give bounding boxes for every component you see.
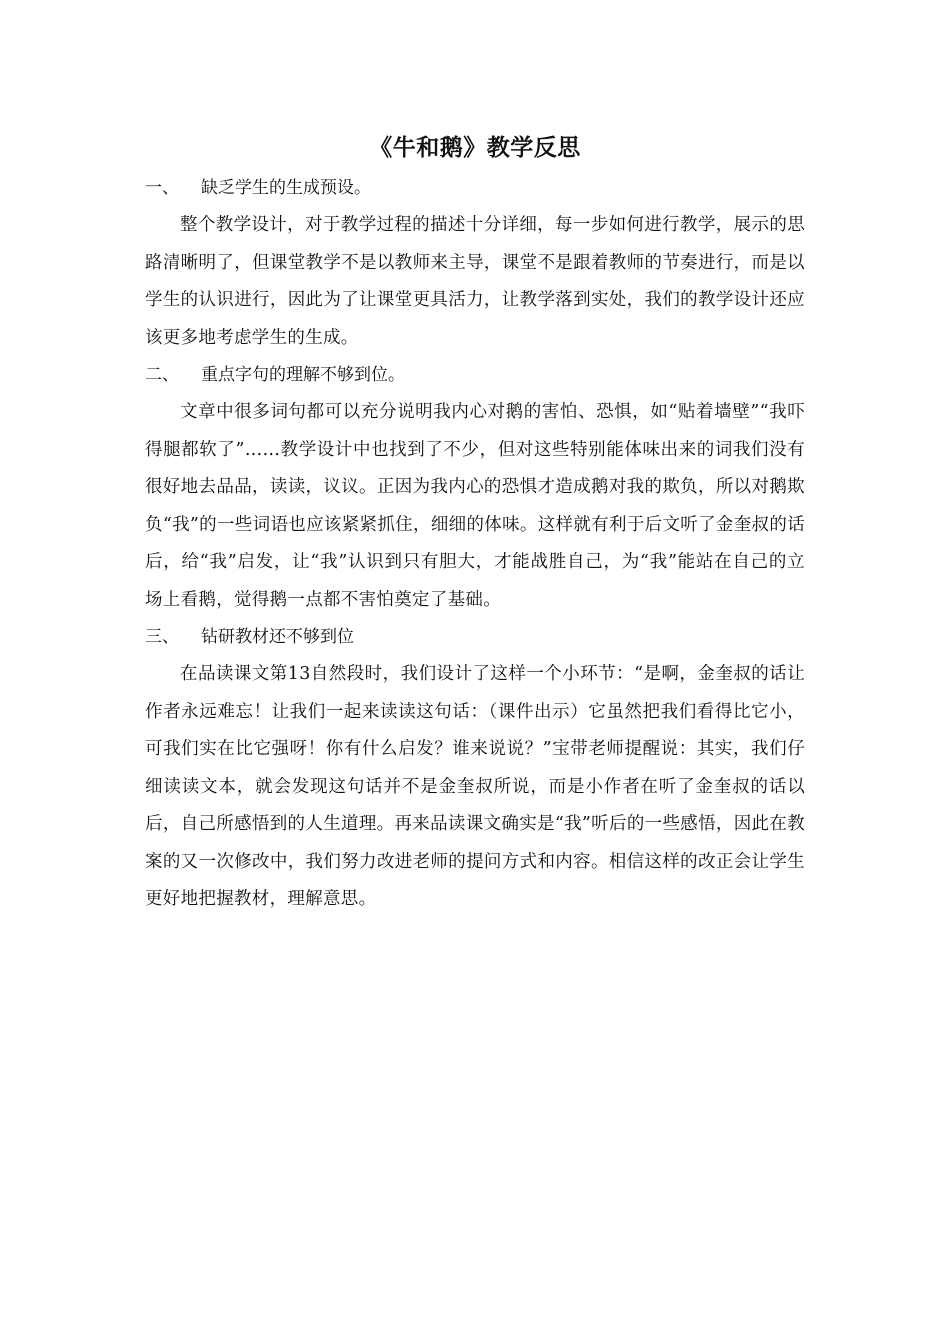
section-number: 一、 <box>145 178 179 198</box>
section-paragraph: 整个教学设计，对于教学过程的描述十分详细，每一步如何进行教学，展示的思路清晰明了，但课堂教学不是以教师来主导，课堂不是跟着教师的节奏进行，而是以学生的认识进行，因此为了让课堂更具活力，让教学落到实处，我们的教学设计还应该更多地考虑学生的生成。 <box>145 215 805 348</box>
section-paragraph: 在品读课文第13自然段时，我们设计了这样一个小环节：“是啊，金奎叔的话让作者永远难忘！让我们一起来读读这句话：（课件出示）它虽然把我们看得比它小，可我们实在比它强呀！你有什么启发？谁来说说？”宝带老师提醒说：其实，我们仔细读读文本，就会发现这句话并不是金奎叔所说，而是小作者在听了金奎叔的话以后，自己所感悟到的人生道理。再来品读课文确实是“我”听后的一些感悟，因此在教案的又一次修改中，我们努力改进老师的提问方式和内容。相信这样的改正会让学生更好地把握教材，理解意思。 <box>145 664 805 909</box>
section-paragraph: 文章中很多词句都可以充分说明我内心对鹅的害怕、恐惧，如“贴着墙壁”“我吓得腿都软了”……教学设计中也找到了不少，但对这些特别能体味出来的词我们没有很好地去品品，读读，议议。正因为我内心的恐惧才造成鹅对我的欺负，所以对鹅欺负“我”的一些词语也应该紧紧抓住，细细的体味。这样就有利于后文听了金奎叔的话后，给“我”启发，让“我”认识到只有胆大，才能战胜自己，为“我”能站在自己的立场上看鹅，觉得鹅一点都不害怕奠定了基础。 <box>145 402 805 610</box>
section-heading-text: 重点字句的理解不够到位。 <box>201 365 405 385</box>
section-heading <box>145 357 805 394</box>
section-heading-text: 钻研教材还不够到位 <box>201 627 354 647</box>
section-2 <box>145 357 805 619</box>
section-1 <box>145 170 805 357</box>
section-heading-text: 缺乏学生的生成预设。 <box>201 178 371 198</box>
document-page <box>145 128 805 919</box>
section-3 <box>145 619 805 919</box>
section-number: 二、 <box>145 365 179 385</box>
section-heading <box>145 619 805 656</box>
section-number: 三、 <box>145 627 179 647</box>
document-title: 《牛和鹅》教学反思 <box>369 134 581 161</box>
section-heading <box>145 170 805 207</box>
